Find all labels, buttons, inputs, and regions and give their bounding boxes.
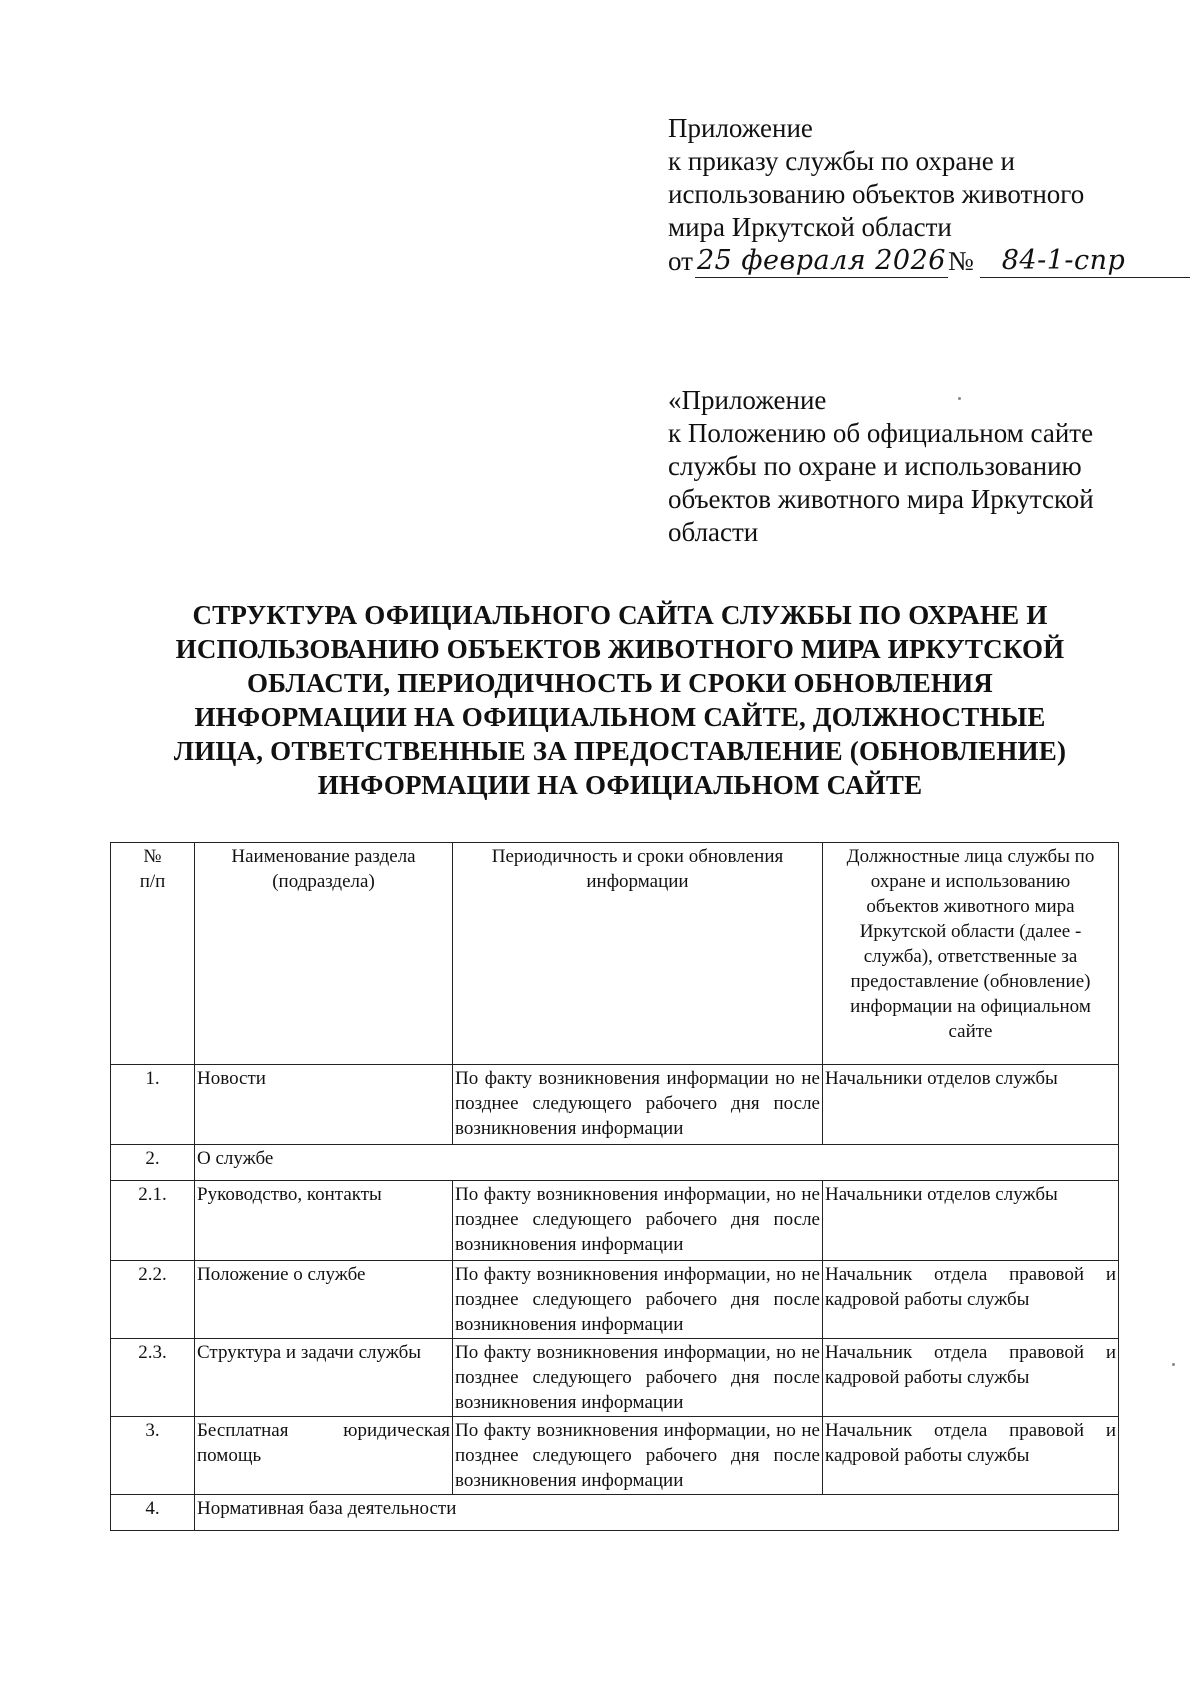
header-text: служба), ответственные за xyxy=(863,946,1078,967)
header-text: предоставление (обновление) xyxy=(850,971,1091,992)
appendix-line: использованию объектов животного xyxy=(668,179,1085,209)
row-period: По факту возникновения информации, но не позднее следующего рабочего дня после возникновения информации xyxy=(453,1261,823,1339)
row-num: 2.1. xyxy=(111,1181,195,1261)
row-period: По факту возникновения информации, но не позднее следующего рабочего дня после возникновения информации xyxy=(453,1181,823,1261)
row-section: Новости xyxy=(195,1065,453,1145)
regulation-appendix-block xyxy=(668,384,1094,549)
scan-speck xyxy=(1172,1363,1175,1366)
row-num: 1. xyxy=(111,1065,195,1145)
header-text: информации на официальном xyxy=(850,996,1091,1017)
title-line: СТРУКТУРА ОФИЦИАЛЬНОГО САЙТА СЛУЖБЫ ПО ОХРАНЕ И xyxy=(192,600,1048,630)
from-prefix: от xyxy=(668,246,693,276)
handwritten-order-number: 84-1-спр xyxy=(980,244,1190,278)
header-text: п/п xyxy=(139,871,166,892)
row-responsible: Начальник отдела правовой и кадровой работы службы xyxy=(823,1261,1119,1339)
row-responsible: Начальники отделов службы xyxy=(823,1181,1119,1261)
header-period xyxy=(453,843,823,1065)
header-section xyxy=(195,843,453,1065)
row-section: Положение о службе xyxy=(195,1261,453,1339)
row-section-heading: Нормативная база деятельности xyxy=(195,1495,1119,1531)
header-num xyxy=(111,843,195,1065)
header-text: Иркутской области (далее - xyxy=(859,921,1082,942)
header-text: (подраздела) xyxy=(272,871,375,892)
table-row xyxy=(111,1495,1119,1531)
title-line: ОБЛАСТИ, ПЕРИОДИЧНОСТЬ И СРОКИ ОБНОВЛЕНИЯ xyxy=(246,668,994,698)
row-section: Структура и задачи службы xyxy=(195,1339,453,1417)
order-date-number-line xyxy=(668,244,1190,278)
header-responsible xyxy=(823,843,1119,1065)
row-num: 2.3. xyxy=(111,1339,195,1417)
title-line: ИСПОЛЬЗОВАНИЮ ОБЪЕКТОВ ЖИВОТНОГО МИРА ИРКУТСКОЙ xyxy=(175,634,1065,664)
table-header-row xyxy=(111,843,1119,1065)
header-text: № xyxy=(143,846,162,867)
title-line: ИНФОРМАЦИИ НА ОФИЦИАЛЬНОМ САЙТЕ xyxy=(317,770,923,800)
appendix-line: Приложение xyxy=(668,113,813,143)
header-text: Периодичность и сроки обновления xyxy=(491,846,784,867)
table-row xyxy=(111,1145,1119,1181)
table-row xyxy=(111,1181,1119,1261)
row-num: 4. xyxy=(111,1495,195,1531)
row-responsible: Начальники отделов службы xyxy=(823,1065,1119,1145)
number-sign: № xyxy=(947,246,974,276)
row-num: 2. xyxy=(111,1145,195,1181)
row-responsible: Начальник отдела правовой и кадровой работы службы xyxy=(823,1417,1119,1495)
appendix-line: мира Иркутской области xyxy=(668,212,952,242)
appendix-line: к приказу службы по охране и xyxy=(668,146,1015,176)
row-responsible: Начальник отдела правовой и кадровой работы службы xyxy=(823,1339,1119,1417)
appendix-line: области xyxy=(668,517,759,547)
header-text: объектов животного мира xyxy=(866,896,1075,917)
appendix-line: к Положению об официальном сайте xyxy=(668,418,1094,448)
row-section-heading: О службе xyxy=(195,1145,1119,1181)
row-period: По факту возникновения информации, но не позднее следующего рабочего дня после возникновения информации xyxy=(453,1417,823,1495)
table-row xyxy=(111,1339,1119,1417)
order-appendix-block xyxy=(668,112,1190,278)
appendix-line: «Приложение xyxy=(668,385,827,415)
header-text: Должностные лица службы по xyxy=(846,846,1095,867)
handwritten-date: 25 февраля 2026 xyxy=(696,245,946,276)
table-row xyxy=(111,1065,1119,1145)
header-text: информации xyxy=(586,871,689,892)
header-text: сайте xyxy=(948,1021,993,1042)
row-period: По факту возникновения информации но не позднее следующего рабочего дня после возникновения информации xyxy=(453,1065,823,1145)
row-section: Руководство, контакты xyxy=(195,1181,453,1261)
title-line: ИНФОРМАЦИИ НА ОФИЦИАЛЬНОМ САЙТЕ, ДОЛЖНОСТНЫЕ xyxy=(194,702,1046,732)
row-num: 3. xyxy=(111,1417,195,1495)
row-num: 2.2. xyxy=(111,1261,195,1339)
document-title xyxy=(120,598,1120,802)
site-structure-table xyxy=(110,842,1119,1531)
header-text: Наименование раздела xyxy=(231,846,416,867)
appendix-line: службы по охране и использованию xyxy=(668,451,1082,481)
title-line: ЛИЦА, ОТВЕТСТВЕННЫЕ ЗА ПРЕДОСТАВЛЕНИЕ (ОБНОВЛЕНИЕ) xyxy=(173,736,1067,766)
appendix-line: объектов животного мира Иркутской xyxy=(668,484,1094,514)
row-period: По факту возникновения информации, но не позднее следующего рабочего дня после возникновения информации xyxy=(453,1339,823,1417)
row-section: Бесплатная юридическая помощь xyxy=(195,1417,453,1495)
header-text: охране и использованию xyxy=(870,871,1071,892)
table-row xyxy=(111,1261,1119,1339)
table-row xyxy=(111,1417,1119,1495)
